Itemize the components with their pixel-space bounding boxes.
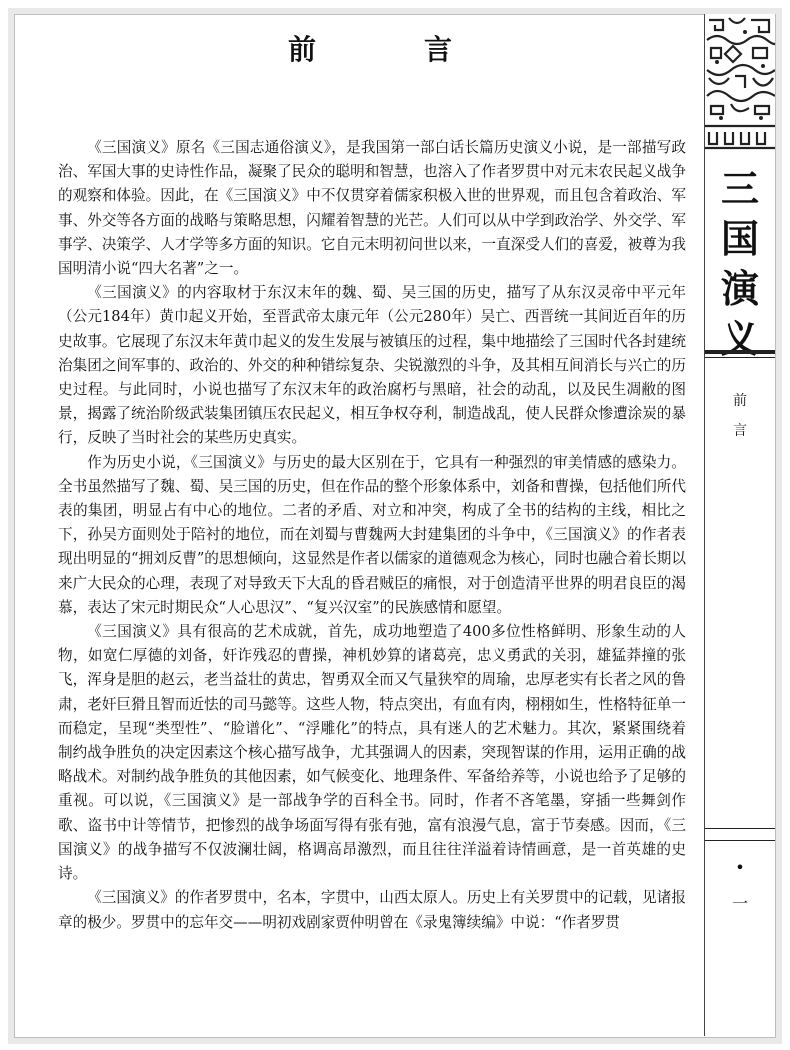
side-divider-thick [705,350,775,354]
page-number: 一 [731,894,748,913]
side-footer-divider-bottom [705,840,775,841]
side-footer-divider-top [705,828,775,829]
side-book-title-char: 三 [720,166,759,211]
side-book-title [705,164,775,364]
paragraph-3: 作为历史小说，《三国演义》与历史的最大区别在于，它具有一种强烈的审美情感的感染力。全书虽然描写了魏、蜀、吴三国的历史，但在作品的整个形象体系中，刘备和曹操，包括他们所代表的集团，明显占有中心的地位。二者的矛盾、对立和冲突，构成了全书的结构的主线，相比之下，孙吴方面则处于陪衬的地位，而在刘蜀与曹魏两大封建集团的斗争中，《三国演义》的作者表现出明显的“拥刘反曹”的思想倾向，这显然是作者以儒家的道德观念为核心，同时也融合着长期以来广大民众的心理，表现了对导致天下大乱的昏君贼臣的痛恨，对于创造清平世界的明君良臣的渴慕，表达了宋元时期民众“人心思汉”、“复兴汉室”的民族感情和愿望。 [58,453,686,616]
side-book-title-char: 义 [720,316,759,361]
main-text-column [58,30,686,1030]
page-title: 前 言 [287,33,492,66]
paragraph-4: 《三国演义》具有很高的艺术成就，首先，成功地塑造了400多位性格鲜明、形象生动的人物，如宽仁厚德的刘备，奸诈残忍的曹操，神机妙算的诸葛亮，忠义勇武的关羽，雄猛莽撞的张飞，浑身是胆的赵云，老当益壮的黄忠，智勇双全而又气量狭窄的周瑜，忠厚老实有长者之风的鲁肃，老奸巨猾且智而近怯的司马懿等。这些人物，特点突出，有血有肉，栩栩如生，性格特征单一而稳定，呈现“类型性”、“脸谱化”、“浮雕化”的特点，具有迷人的艺术魅力。其次，紧紧围绕着制约战争胜负的决定因素这个核心描写战争，尤其强调人的因素，突现智谋的作用，运用正确的战略战术。对制约战争胜负的其他因素，如气候变化、地理条件、军备给养等，小说也给予了足够的重视。可以说，《三国演义》是一部战争学的百科全书。同时，作者不吝笔墨，穿插一些舞剑作歌、盗书中计等情节，把惨烈的战争场面写得有张有弛，富有浪漫气息，富于节奏感。因而，《三国演义》的战争描写不仅波澜壮阔，格调高昂激烈，而且往往洋溢着诗情画意，是一首英雄的史诗。 [58,623,686,883]
side-section-label [705,386,775,446]
side-margin-column [704,14,775,1036]
paragraph-5: 《三国演义》的作者罗贯中，名本，字贯中，山西太原人。历史上有关罗贯中的记载，见诸报章的极少。罗贯中的忘年交——明初戏剧家贾仲明曾在《录鬼簿续编》中说：“作者罗贯 [58,889,686,931]
decorative-pattern [705,14,775,152]
side-section-char: 言 [733,423,747,439]
paragraph-2: 《三国演义》的内容取材于东汉末年的魏、蜀、吴三国的历史，描写了从东汉灵帝中平元年（公元184年）黄巾起义开始，至晋武帝太康元年（公元280年）吴亡、西晋统一其间近百年的历史故事。它展现了东汉末年黄巾起义的发生发展与被镇压的过程，集中地描绘了三国时代各封建统治集团之间军事的、政治的、外交的种种错综复杂、尖锐激烈的斗争，及其相互间消长与兴亡的历史过程。与此同时，小说也描写了东汉末年的政治腐朽与黑暗，社会的动乱，以及民生凋敝的图景，揭露了统治阶级武装集团镇压农民起义，相互争权夺利，制造战乱，使人民群众惨遭涂炭的暴行，反映了当时社会的某些历史真实。 [58,284,686,447]
paragraph-1: 《三国演义》原名《三国志通俗演义》，是我国第一部白话长篇历史演义小说，是一部描写政治、军国大事的史诗性作品，凝聚了民众的聪明和智慧，也溶入了作者罗贯中对元末农民起义战争的观察和体验。因此，在《三国演义》中不仅贯穿着儒家积极入世的世界观，而且包含着政治、军事、外交等各方面的战略与策略思想，闪耀着智慧的光芒。人们可以从中学到政治学、外交学、军事学、决策学、人才学等多方面的知识。它自元末明初问世以来，一直深受人们的喜爱，被尊为我国明清小说“四大名著”之一。 [58,139,686,278]
side-dot: • [735,858,745,877]
side-book-title-char: 国 [720,216,759,261]
side-section-char: 前 [733,393,747,409]
side-book-title-char: 演 [720,266,759,311]
side-divider-thin [705,357,775,358]
pattern-graphic [705,14,775,152]
